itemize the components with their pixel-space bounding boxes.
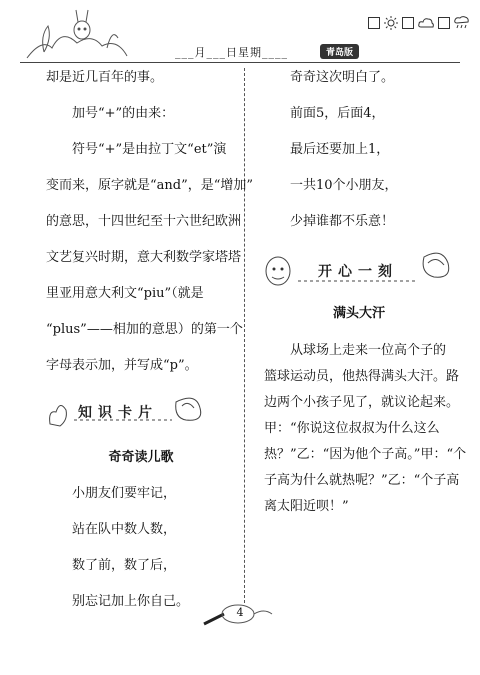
text-line: 符号“+”是由拉丁文“et”演 <box>72 142 227 157</box>
poem-line: 数了前，数了后， <box>72 558 177 573</box>
text-line: 里亚用意大利文“piu”（就是 <box>46 286 204 301</box>
poem-line: 小朋友们要牢记， <box>72 486 177 501</box>
story-line: 边两个小孩子见了，就议论起来。 <box>264 395 460 410</box>
text-line: 最后还要加上1， <box>290 142 390 157</box>
text-line: 变而来，原字就是“and”，是“增加” <box>46 178 254 193</box>
poem-title: 奇奇读儿歌 <box>108 450 174 465</box>
banner-graphic <box>46 390 206 434</box>
text-line: 加号“+”的由来： <box>72 106 175 121</box>
banner-label: 知识卡片 <box>78 405 158 421</box>
edition-badge: 青岛版 <box>320 44 359 59</box>
story-line: 篮球运动员，他热得满头大汗。路 <box>264 369 460 384</box>
story-line: 甲：“你说这位叔叔为什么这么 <box>264 421 440 436</box>
right-column <box>264 60 467 520</box>
rain-cloud-icon <box>454 16 470 30</box>
story-line: 热？”乙：“因为他个子高。”甲：“个 <box>264 447 467 462</box>
poem-line: 站在队中数人数， <box>72 522 177 537</box>
story-title: 满头大汗 <box>332 306 385 321</box>
banner-label: 开心一刻 <box>318 264 398 280</box>
poem-line: 别忘记加上你自己。 <box>72 594 190 609</box>
page-number: 4 <box>236 606 244 619</box>
fun-moment-banner <box>264 240 454 296</box>
text-line: 文艺复兴时期，意大利数学家塔塔 <box>46 250 242 265</box>
story-line: 子高为什么就热呢？”乙：“个子高 <box>264 473 460 488</box>
text-line: 却是近几百年的事。 <box>46 70 164 85</box>
text-line: “plus”——相加的意思）的第一个 <box>46 322 243 337</box>
banner-graphic <box>264 243 454 293</box>
text-line: 一共10个小朋友， <box>290 178 398 193</box>
weather-checkbox <box>368 17 380 29</box>
sun-icon <box>384 16 398 30</box>
text-line: 奇奇这次明白了。 <box>290 70 395 85</box>
column-divider <box>244 68 245 603</box>
weather-checkbox <box>402 17 414 29</box>
text-line: 前面5，后面4， <box>290 106 385 121</box>
text-line: 字母表示加，并写成“p”。 <box>46 358 198 373</box>
date-line: ___月___日星期____ <box>175 46 288 59</box>
story-line: 离太阳近呗！” <box>264 499 349 514</box>
story-body <box>264 338 467 520</box>
weather-checkbox <box>438 17 450 29</box>
header-illustration <box>22 8 132 60</box>
story-line: 从球场上走来一位高个子的 <box>290 343 447 358</box>
weather-selector <box>368 16 470 30</box>
knowledge-card-banner <box>46 384 236 440</box>
cloud-icon <box>418 17 434 29</box>
text-line: 的意思，十四世纪至十六世纪欧洲 <box>46 214 242 229</box>
text-line: 少掉谁都不乐意！ <box>290 214 395 229</box>
left-column <box>46 60 254 620</box>
